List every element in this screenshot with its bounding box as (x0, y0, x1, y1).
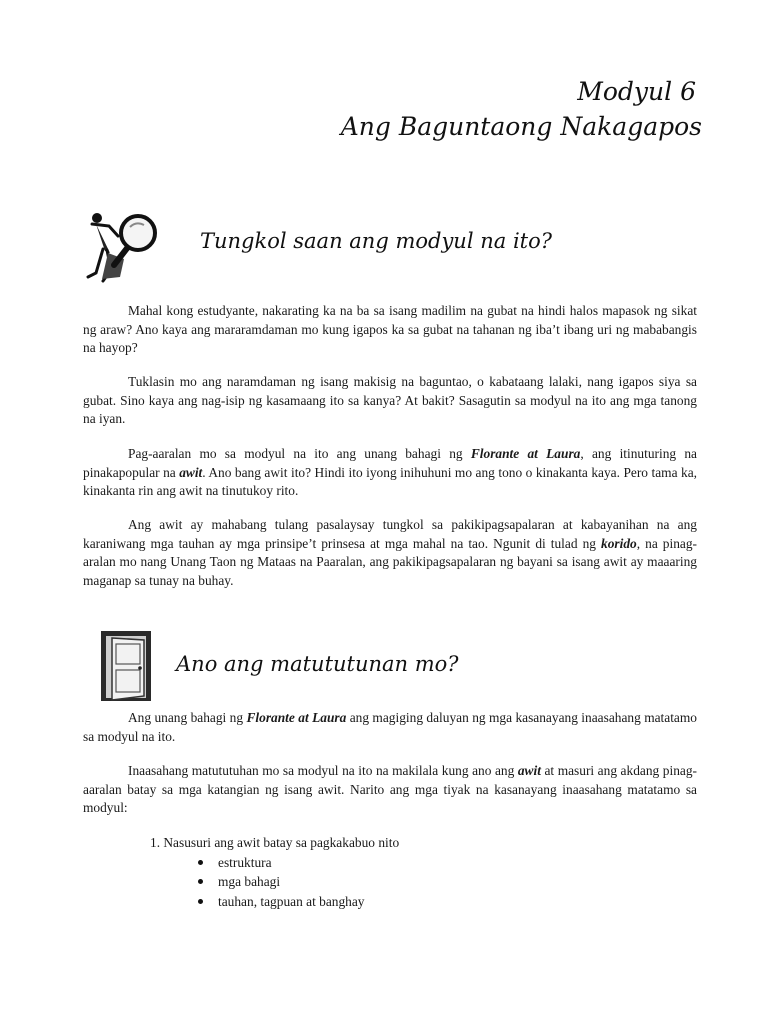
bullet-item: estruktura (198, 853, 650, 873)
emphasis-korido: korido (601, 535, 637, 551)
section-title-learn: Ano ang matututunan mo? (176, 652, 459, 676)
emphasis-awit: awit (517, 763, 541, 778)
bullet-item: mga bahagi (198, 872, 650, 892)
section-learn-heading (0, 628, 768, 704)
emphasis-florante-at-laura: Florante at Laura (246, 710, 347, 725)
text-run: Ang unang bahagi ng (128, 710, 247, 725)
text-run: , ang itinuturing na pinakapopular na (83, 446, 697, 480)
magnifying-glass-person-icon (84, 207, 160, 285)
objective-bullets (150, 853, 650, 912)
text-run: , na pinag-aralan mo nang Unang Taon ng Mataas na Paaralan, ang pakikipagsapalaran ng bayani sa isang awit ay maaaring maganap sa tunay na buhay. (83, 535, 698, 588)
text-run: ang magiging daluyan ng mga kasanayang inaasahang matatamo sa modyul na ito. (83, 710, 697, 744)
objectives-list (150, 833, 650, 911)
section-title-about: Tungkol saan ang modyul na ito? (200, 229, 552, 253)
paragraph-first-part (83, 709, 697, 746)
paragraph-intro: Mahal kong estudyante, nakarating ka na ba sa isang madilim na gubat na hindi halos mapasok ng sikat ng araw? Ano kaya ang mararamdaman mo kung igapos ka sa gubat na tahanan ng iba’t ibang uri ng mababangis na hayop? (83, 303, 697, 355)
bullet-item: tauhan, tagpuan at banghay (198, 892, 650, 912)
text-run: at masuri ang akdang pinag-aaralan batay sa mga katangian ng isang awit. Narito ang mga tiyak na kasanayang inaasahang matatamo sa modyul: (83, 763, 697, 815)
paragraph-discover: Tuklasin mo ang naramdaman ng isang makisig na baguntao, o kabataang lalaki, nang igapos siya sa gubat. Sino kaya ang nag-isip ng kasamaang ito sa kanya? At bakit? Sasagutin sa modyul na ito ang mga tanong na iyan. (83, 374, 697, 426)
open-door-icon (100, 630, 152, 702)
emphasis-awit: awit (179, 464, 203, 480)
module-header (282, 74, 702, 144)
objective-item: 1. Nasusuri ang awit batay sa pagkakabuo nito (150, 835, 400, 850)
text-run: Inaasahang matututuhan mo sa modyul na ito na makilala kung ano ang (128, 763, 518, 778)
paragraph-expected-skills (83, 762, 697, 818)
text-run: . Ano bang awit ito? Hindi ito iyong inihuhuni mo ang tono o kinakanta kaya. Pero tama ka, kinakanta rin ang awit na tinutukoy rito. (83, 464, 697, 498)
paragraph-florante-awit (83, 445, 697, 501)
module-number: Modyul 6 (577, 77, 696, 106)
module-title: Ang Baguntaong Nakagapos (340, 112, 702, 141)
text-run: Pag-aaralan mo sa modyul na ito ang unang bahagi ng (128, 446, 471, 461)
text-run: Ang awit ay mahabang tulang pasalaysay tungkol sa pakikipagsapalaran at kabayanihan na ang karaniwang mga tauhan ay mga prinsipe’t prinsesa at mga mahal na tao. Ngunit di tulad ng (83, 517, 697, 551)
section-about-heading (0, 205, 768, 285)
paragraph-awit-definition (83, 516, 697, 590)
emphasis-florante-at-laura: Florante at Laura (470, 446, 581, 461)
